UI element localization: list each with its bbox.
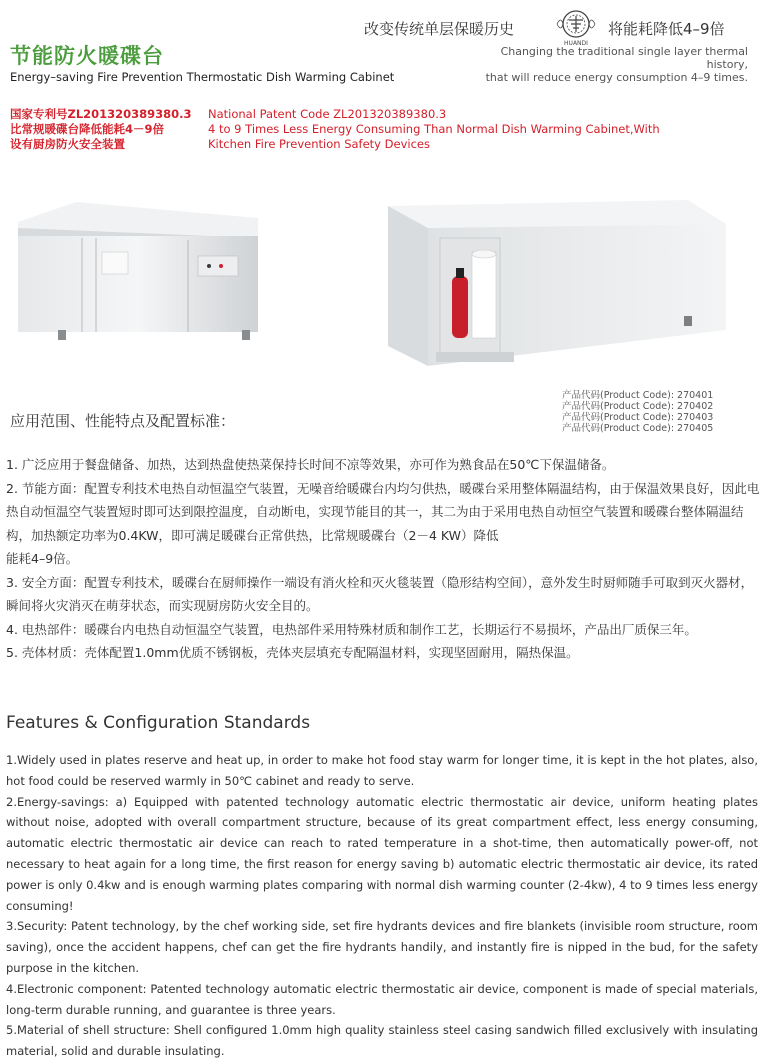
paragraph-cn: 1. 广泛应用于餐盘储备、加热，达到热盘使热菜保持长时间不凉等效果，亦可作为熟食品在50℃下保温储备。 (6, 457, 615, 472)
section-body-en (6, 750, 758, 1062)
paragraph-en: 1.Widely used in plates reserve and heat up, in order to make hot food stay warm for longer time, it is kept in the hot plates, also, hot food could be reserved warmly in 50℃ cabinet and ready to serve. (6, 753, 758, 788)
paragraph-cn: 5. 壳体材质：壳体配置1.0mm优质不锈钢板，壳体夹层填充专配隔温材料，实现坚固耐用，隔热保温。 (6, 645, 579, 660)
patent-en-line: Kitchen Fire Prevention Safety Devices (208, 137, 430, 151)
slogan-cn-left: 改变传统单层保暖历史 (364, 20, 515, 38)
patent-cn (10, 107, 192, 152)
patent-en (208, 107, 660, 152)
product-code-list (562, 390, 713, 434)
section-heading-en: Features & Configuration Standards (6, 713, 311, 733)
patent-cn-line: 比常规暖碟台降低能耗4－9倍 (10, 122, 165, 136)
paragraph-en: 3.Security: Patent technology, by the chef working side, set fire hydrants devices and fire blankets (invisible room structure, room saving), once the accident happens, chef can get the fire hydrants handily, and instantly fire is nipped in the bud, for the safety purpose in the kitchen. (6, 919, 758, 975)
product-photo-open (388, 180, 728, 380)
section-heading-cn: 应用范围、性能特点及配置标准： (10, 412, 236, 430)
paragraph-cn: 4. 电热部件：暖碟台内电热自动恒温空气装置，电热部件采用特殊材质和制作工艺，长期运行不易损坏，产品出厂质保三年。 (6, 621, 697, 637)
product-code: 产品代码(Product Code): 270402 (562, 401, 714, 412)
patent-en-line: National Patent Code ZL201320389380.3 (208, 107, 447, 121)
patent-cn-line: 设有厨房防火安全装置 (10, 137, 125, 151)
product-code: 产品代码(Product Code): 270403 (562, 412, 714, 423)
paragraph-en: 5.Material of shell structure: Shell configured 1.0mm high quality stainless steel casing sandwich filled exclusively with insulating material, solid and durable insulating. (6, 1023, 758, 1059)
logo-text: HUANDI (564, 40, 588, 47)
paragraph-cn: 能耗4–9倍。 (6, 551, 79, 566)
patent-en-line: 4 to 9 Times Less Energy Consuming Than Normal Dish Warming Cabinet,With (208, 122, 660, 136)
slogan-en-line-1: Changing the traditional single layer thermal history, (500, 45, 748, 71)
paragraph-cn: 2. 节能方面：配置专利技术电热自动恒温空气装置，无噪音给暖碟台内均匀供热，暖碟台采用整体隔温结构，由于保温效果良好，因此电热自动恒温空气装置短时即可达到限控温度，自动断电，实现节能目的其一，其二为由于采用电热自动恒空气装置和暖碟台整体隔温结构，加热额定功率为0.4KW，即可满足暖碟台正常供热，比常规暖碟台（2－4 KW）降低 (6, 480, 760, 543)
slogan-en-line-2: that will reduce energy consumption 4–9 times. (485, 71, 748, 84)
page-title-cn: 节能防火暖碟台 (10, 44, 164, 68)
seal-logo-icon (549, 6, 603, 48)
paragraph-en: 4.Electronic component: Patented technology automatic electric thermostatic air device, component is made of special materials, long-term durable running, and guarantee is three years. (6, 981, 758, 1017)
paragraph-cn: 3. 安全方面：配置专利技术，暖碟台在厨师操作一端设有消火栓和灭火毯装置（隐形结构空间），意外发生时厨师随手可取到灭火器材，瞬间将火灾消灭在萌芽状态，而实现厨房防火安全目的。 (6, 574, 754, 613)
product-photo-closed (18, 180, 258, 380)
page-title-en: Energy–saving Fire Prevention Thermostatic Dish Warming Cabinet (10, 70, 395, 84)
product-code: 产品代码(Product Code): 270401 (562, 390, 714, 401)
slogan-en (470, 45, 748, 84)
slogan-cn-right: 将能耗降低4–9倍 (608, 20, 725, 38)
patent-cn-line: 国家专利号ZL201320389380.3 (10, 107, 192, 121)
product-code: 产品代码(Product Code): 270405 (562, 423, 714, 434)
section-body-cn (6, 453, 764, 665)
paragraph-en: 2.Energy-savings: a) Equipped with patented technology automatic electric thermostatic air device, uniform heating plates without noise, adopted with overall compartment structure, because of its great compartment effect, less energy consuming, automatic electric thermostatic air device can reach to rated temperature in a shot-time, then automatically power-off, not necessary to heat again for a long time, the first reason for energy saving b) automatic electric thermostatic air device, its rated power is only 0.4kw and is enough warming plates comparing with normal dish warming counter (2-4kw), 4 to 9 times less energy consuming! (6, 794, 758, 913)
